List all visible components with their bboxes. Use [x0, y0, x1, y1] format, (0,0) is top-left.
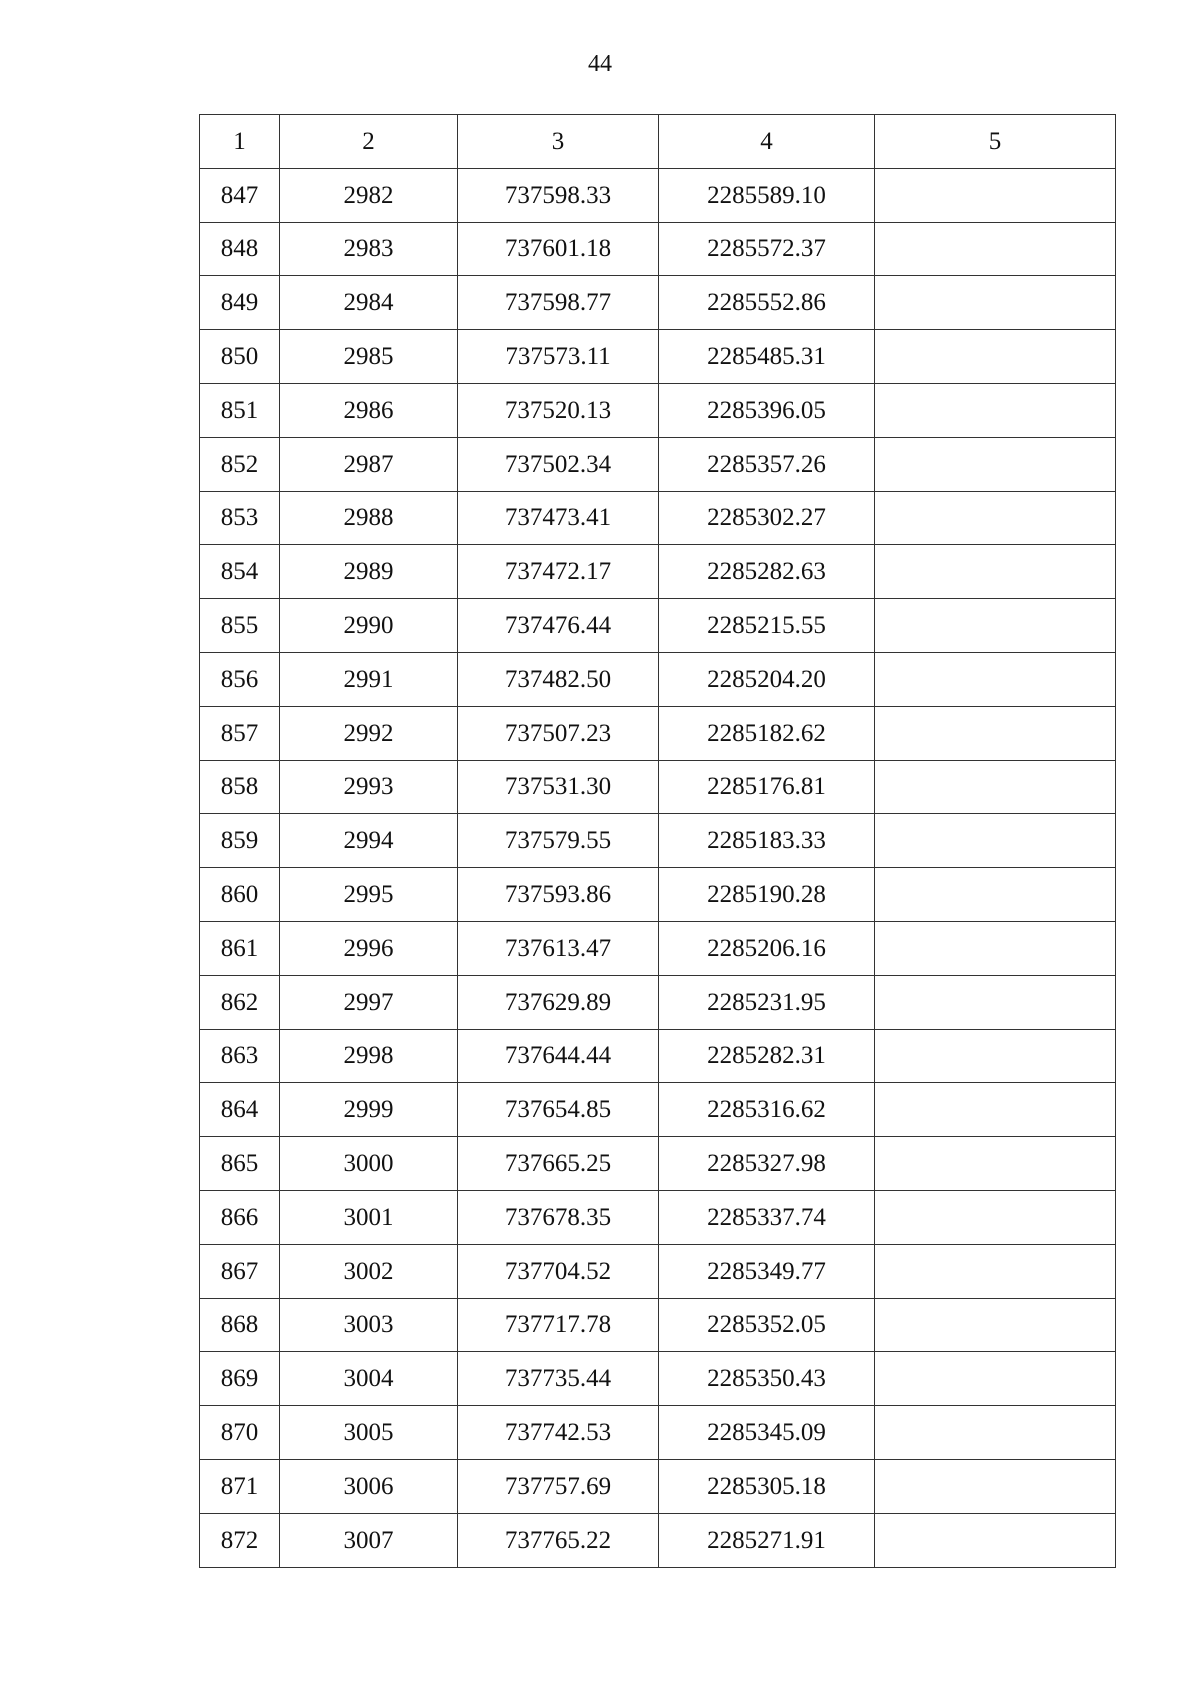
table-row — [200, 599, 1116, 653]
table-row — [200, 222, 1116, 276]
note-cell — [875, 1298, 1116, 1352]
coordinate-y-cell: 2285345.09 — [659, 1406, 875, 1460]
coordinate-y-cell: 2285589.10 — [659, 168, 875, 222]
row-index-cell: 850 — [200, 330, 280, 384]
point-number-cell: 3005 — [280, 1406, 458, 1460]
row-index-cell: 863 — [200, 1029, 280, 1083]
row-index-cell: 853 — [200, 491, 280, 545]
point-number-cell: 2982 — [280, 168, 458, 222]
table-row — [200, 168, 1116, 222]
row-index-cell: 861 — [200, 921, 280, 975]
coordinate-y-cell: 2285206.16 — [659, 921, 875, 975]
table-row — [200, 383, 1116, 437]
note-cell — [875, 222, 1116, 276]
coordinate-y-cell: 2285327.98 — [659, 1137, 875, 1191]
point-number-cell: 3003 — [280, 1298, 458, 1352]
note-cell — [875, 975, 1116, 1029]
coordinate-y-cell: 2285204.20 — [659, 652, 875, 706]
coordinate-y-cell: 2285282.63 — [659, 545, 875, 599]
note-cell — [875, 1352, 1116, 1406]
coordinate-x-cell: 737520.13 — [458, 383, 659, 437]
coordinate-y-cell: 2285231.95 — [659, 975, 875, 1029]
column-header: 2 — [280, 115, 458, 169]
coordinate-x-cell: 737629.89 — [458, 975, 659, 1029]
coordinate-y-cell: 2285485.31 — [659, 330, 875, 384]
table-row — [200, 1244, 1116, 1298]
note-cell — [875, 1190, 1116, 1244]
row-index-cell: 855 — [200, 599, 280, 653]
note-cell — [875, 1244, 1116, 1298]
table-row — [200, 1352, 1116, 1406]
point-number-cell: 2987 — [280, 437, 458, 491]
row-index-cell: 847 — [200, 168, 280, 222]
coordinate-x-cell: 737644.44 — [458, 1029, 659, 1083]
table-row — [200, 1137, 1116, 1191]
note-cell — [875, 652, 1116, 706]
coordinate-y-cell: 2285396.05 — [659, 383, 875, 437]
note-cell — [875, 814, 1116, 868]
coordinate-x-cell: 737717.78 — [458, 1298, 659, 1352]
note-cell — [875, 1137, 1116, 1191]
column-header: 4 — [659, 115, 875, 169]
table-row — [200, 1459, 1116, 1513]
coordinate-x-cell: 737476.44 — [458, 599, 659, 653]
coordinate-x-cell: 737573.11 — [458, 330, 659, 384]
column-header: 5 — [875, 115, 1116, 169]
point-number-cell: 2995 — [280, 868, 458, 922]
table-row — [200, 814, 1116, 868]
point-number-cell: 2985 — [280, 330, 458, 384]
coordinate-x-cell: 737507.23 — [458, 706, 659, 760]
point-number-cell: 2992 — [280, 706, 458, 760]
row-index-cell: 854 — [200, 545, 280, 599]
row-index-cell: 865 — [200, 1137, 280, 1191]
coordinate-x-cell: 737742.53 — [458, 1406, 659, 1460]
coordinate-y-cell: 2285337.74 — [659, 1190, 875, 1244]
point-number-cell: 2990 — [280, 599, 458, 653]
row-index-cell: 848 — [200, 222, 280, 276]
point-number-cell: 2989 — [280, 545, 458, 599]
row-index-cell: 852 — [200, 437, 280, 491]
row-index-cell: 862 — [200, 975, 280, 1029]
page-number: 44 — [588, 51, 612, 77]
point-number-cell: 2998 — [280, 1029, 458, 1083]
row-index-cell: 868 — [200, 1298, 280, 1352]
note-cell — [875, 1083, 1116, 1137]
coordinate-y-cell: 2285350.43 — [659, 1352, 875, 1406]
row-index-cell: 856 — [200, 652, 280, 706]
row-index-cell: 871 — [200, 1459, 280, 1513]
note-cell — [875, 1406, 1116, 1460]
table-row — [200, 975, 1116, 1029]
coordinate-x-cell: 737613.47 — [458, 921, 659, 975]
row-index-cell: 860 — [200, 868, 280, 922]
coordinate-x-cell: 737598.33 — [458, 168, 659, 222]
coordinate-y-cell: 2285305.18 — [659, 1459, 875, 1513]
point-number-cell: 2991 — [280, 652, 458, 706]
note-cell — [875, 276, 1116, 330]
point-number-cell: 3001 — [280, 1190, 458, 1244]
coordinate-y-cell: 2285302.27 — [659, 491, 875, 545]
coordinate-y-cell: 2285176.81 — [659, 760, 875, 814]
table-row — [200, 760, 1116, 814]
row-index-cell: 869 — [200, 1352, 280, 1406]
coordinate-y-cell: 2285183.33 — [659, 814, 875, 868]
coordinate-y-cell: 2285352.05 — [659, 1298, 875, 1352]
point-number-cell: 2999 — [280, 1083, 458, 1137]
coordinate-x-cell: 737704.52 — [458, 1244, 659, 1298]
coordinate-x-cell: 737757.69 — [458, 1459, 659, 1513]
coordinate-y-cell: 2285316.62 — [659, 1083, 875, 1137]
note-cell — [875, 760, 1116, 814]
table-row — [200, 1406, 1116, 1460]
table-row — [200, 706, 1116, 760]
row-index-cell: 867 — [200, 1244, 280, 1298]
row-index-cell: 859 — [200, 814, 280, 868]
coordinate-y-cell: 2285349.77 — [659, 1244, 875, 1298]
table-row — [200, 491, 1116, 545]
coordinate-x-cell: 737531.30 — [458, 760, 659, 814]
point-number-cell: 2986 — [280, 383, 458, 437]
note-cell — [875, 868, 1116, 922]
table-body — [200, 115, 1116, 1568]
column-header: 1 — [200, 115, 280, 169]
coordinate-x-cell: 737473.41 — [458, 491, 659, 545]
table-row — [200, 437, 1116, 491]
coordinate-y-cell: 2285357.26 — [659, 437, 875, 491]
coordinate-x-cell: 737593.86 — [458, 868, 659, 922]
table-row — [200, 1083, 1116, 1137]
row-index-cell: 866 — [200, 1190, 280, 1244]
point-number-cell: 2984 — [280, 276, 458, 330]
point-number-cell: 3002 — [280, 1244, 458, 1298]
table-row — [200, 1298, 1116, 1352]
row-index-cell: 857 — [200, 706, 280, 760]
point-number-cell: 3007 — [280, 1513, 458, 1567]
point-number-cell: 3004 — [280, 1352, 458, 1406]
point-number-cell: 2997 — [280, 975, 458, 1029]
coordinate-y-cell: 2285182.62 — [659, 706, 875, 760]
table-row — [200, 1190, 1116, 1244]
point-number-cell: 2988 — [280, 491, 458, 545]
coordinate-x-cell: 737598.77 — [458, 276, 659, 330]
table-row — [200, 545, 1116, 599]
note-cell — [875, 706, 1116, 760]
point-number-cell: 3000 — [280, 1137, 458, 1191]
note-cell — [875, 599, 1116, 653]
note-cell — [875, 1513, 1116, 1567]
row-index-cell: 858 — [200, 760, 280, 814]
point-number-cell: 2983 — [280, 222, 458, 276]
coordinate-x-cell: 737654.85 — [458, 1083, 659, 1137]
coordinate-x-cell: 737502.34 — [458, 437, 659, 491]
table-row — [200, 330, 1116, 384]
coordinate-x-cell: 737765.22 — [458, 1513, 659, 1567]
point-number-cell: 2996 — [280, 921, 458, 975]
coordinate-x-cell: 737601.18 — [458, 222, 659, 276]
table-row — [200, 868, 1116, 922]
coordinates-table — [199, 114, 1116, 1568]
point-number-cell: 3006 — [280, 1459, 458, 1513]
point-number-cell: 2994 — [280, 814, 458, 868]
table-row — [200, 1029, 1116, 1083]
row-index-cell: 864 — [200, 1083, 280, 1137]
note-cell — [875, 491, 1116, 545]
table-row — [200, 276, 1116, 330]
coordinate-y-cell: 2285215.55 — [659, 599, 875, 653]
note-cell — [875, 330, 1116, 384]
table-header-row — [200, 115, 1116, 169]
note-cell — [875, 168, 1116, 222]
row-index-cell: 872 — [200, 1513, 280, 1567]
coordinate-y-cell: 2285572.37 — [659, 222, 875, 276]
coordinate-x-cell: 737472.17 — [458, 545, 659, 599]
table-row — [200, 652, 1116, 706]
coordinate-y-cell: 2285282.31 — [659, 1029, 875, 1083]
point-number-cell: 2993 — [280, 760, 458, 814]
row-index-cell: 851 — [200, 383, 280, 437]
note-cell — [875, 1029, 1116, 1083]
column-header: 3 — [458, 115, 659, 169]
note-cell — [875, 545, 1116, 599]
coordinate-x-cell: 737665.25 — [458, 1137, 659, 1191]
coordinate-x-cell: 737678.35 — [458, 1190, 659, 1244]
note-cell — [875, 383, 1116, 437]
row-index-cell: 849 — [200, 276, 280, 330]
coordinate-x-cell: 737579.55 — [458, 814, 659, 868]
note-cell — [875, 1459, 1116, 1513]
table-row — [200, 1513, 1116, 1567]
note-cell — [875, 437, 1116, 491]
coordinate-x-cell: 737735.44 — [458, 1352, 659, 1406]
row-index-cell: 870 — [200, 1406, 280, 1460]
coordinate-y-cell: 2285271.91 — [659, 1513, 875, 1567]
table-row — [200, 921, 1116, 975]
coordinate-y-cell: 2285190.28 — [659, 868, 875, 922]
note-cell — [875, 921, 1116, 975]
coordinate-y-cell: 2285552.86 — [659, 276, 875, 330]
coordinate-x-cell: 737482.50 — [458, 652, 659, 706]
